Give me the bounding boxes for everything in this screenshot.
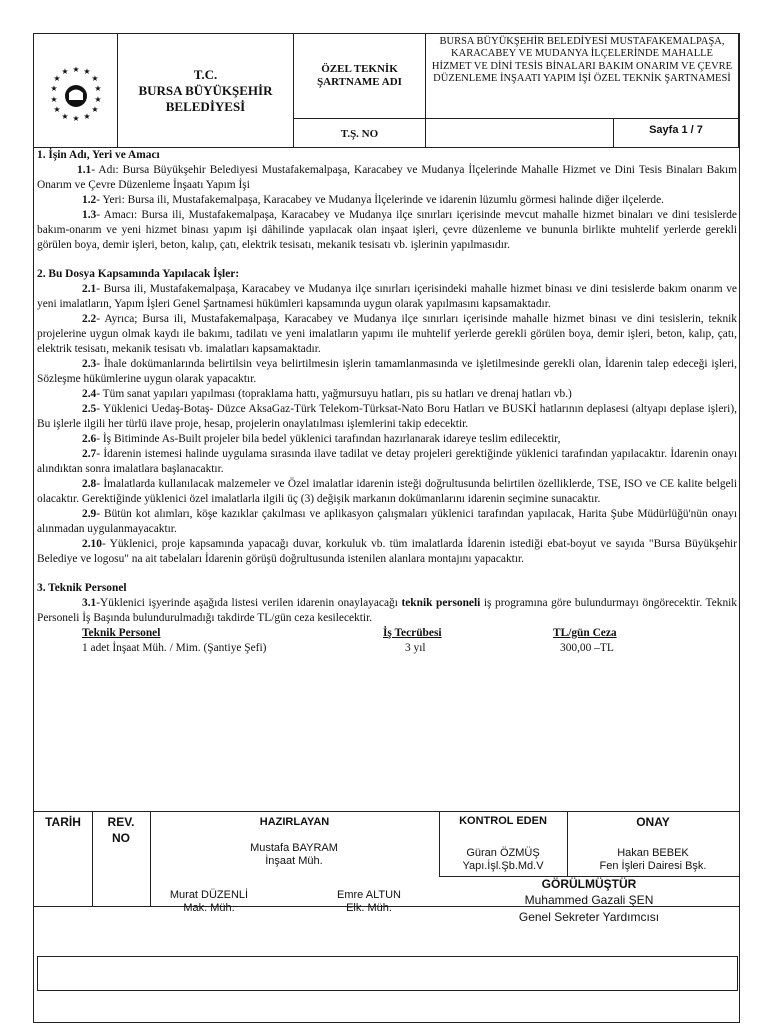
svg-text:★: ★ [50,84,58,93]
cell-experience: 3 yıl [405,642,426,654]
signature-block [34,811,739,957]
organization-title [118,34,294,148]
section-2-item [37,477,737,507]
preparer-3-title: Elk. Müh. [346,902,392,914]
org-line-3: BELEDİYESİ [165,99,246,114]
paragraph-number: 2.10 [82,538,102,550]
section-2-item [37,447,737,477]
rev-header-2: NO [112,831,130,845]
paragraph-3-1 [37,596,737,626]
approver-title: Fen İşleri Dairesi Bşk. [599,860,707,872]
document-header [34,34,739,148]
svg-text:★: ★ [53,74,61,83]
preparer-2-title: Mak. Müh. [183,902,235,914]
svg-text:★: ★ [61,112,69,121]
reviewer-title: Genel Sekreter Yardımcısı [518,910,660,924]
kontrol-header: KONTROL EDEN [459,815,547,827]
paragraph-text: - Ayrıca; Bursa ili, Mustafakemalpaşa, Karacabey ve Mudanya ilçe sınırları içerisinde mahalle hizmet binası ve dini tesislerin, teknik projelerine uygun olmak kaydı ile bakımı, tadilatı ve yeni imalatların yapımı ile muhtelif yerlerde gerekli görülen boya, demir işleri, beton, kalıp, çatı, elektrik tesisatı, mekanik tesisatı vb. imalatları kapsamaktadır. [37,313,737,355]
document-body [37,148,737,660]
col-header-penalty: TL/gün Ceza [553,627,617,639]
cell-penalty: 300,00 –TL [560,642,614,654]
preparer-3-name: Emre ALTUN [337,889,401,901]
svg-text:★: ★ [94,84,102,93]
paragraph-number: 3.1 [82,597,97,609]
section-2-item [37,282,737,312]
onay-header: ONAY [636,815,670,829]
section-2-item [37,432,737,447]
paragraph-text: -Yüklenici işyerinde aşağıda listesi verilen idarenin onaylayacağı [96,597,402,609]
preparer-1-title: İnşaat Müh. [265,855,323,867]
section-2-item [37,387,737,402]
paragraph-text: iş programına göre bulundurmayı öngörecektir. Teknik Personeli İş Başında bulundurulmadığı takdirde TL/gün ceza kesilecektir. [37,597,737,624]
svg-text:★: ★ [72,114,80,123]
section-2-item [37,537,737,567]
org-line-2: BURSA BÜYÜKŞEHİR [138,83,273,98]
svg-text:★: ★ [91,105,99,114]
rev-header-1: REV. [107,815,135,829]
section-3-heading: 3. Teknik Personel [37,582,127,594]
paragraph-1-3 [37,208,737,253]
paragraph-number: 2.5 [82,403,97,415]
cell-personnel: 1 adet İnşaat Müh. / Mim. (Şantiye Şefi) [82,642,267,654]
paragraph-text: - İhale dokümanlarında belirtilsin veya belirtilmesin işlerin tamamlanmasında ve işletilmesinde gerekli olan, İdarenin talep edeceği işleri, Sözleşme hükümlerine uygun olarak yapacaktır. [37,358,737,385]
org-line-1: T.C. [193,67,218,82]
paragraph-number: 2.8 [82,478,97,490]
spacer [37,567,737,581]
tsno-value [426,119,614,148]
paragraph-number: 2.4 [82,388,97,400]
spec-name-label: ÖZEL TEKNİK ŞARTNAME ADI [294,34,426,119]
paragraph-text: - Bursa ili, Mustafakemalpaşa, Karacabey ve Mudanya ilçe sınırları içerisindeki mahalle hizmet binası ve dini tesislerde bakım onarım ve yeni imalatların, Yapım İşleri Genel Şartnamesi hükümleri kapsamında uygun olarak yapılmasını kapsamaktadır. [37,283,737,310]
paragraph-text: - İş Bitiminde As-Built projeler bila bedel yüklenici tarafından hazırlanarak idareye teslim edilecektir, [96,433,561,445]
notes-box [37,956,738,991]
section-2-item [37,507,737,537]
paragraph-number: 2.2 [82,313,97,325]
paragraph-number: 2.6 [82,433,97,445]
section-2-item [37,357,737,387]
svg-text:★: ★ [61,67,69,76]
logo-cell [34,34,118,148]
gorulmustur-header: GÖRÜLMÜŞTÜR [541,877,637,891]
municipality-logo [34,34,118,148]
preparer-2-name: Murat DÜZENLİ [169,889,249,901]
section-2-item [37,402,737,432]
paragraph-number: 2.7 [82,448,97,460]
paragraph-number: 1.1 [77,164,92,176]
section-2-heading: 2. Bu Dosya Kapsamında Yapılacak İşler: [37,268,240,280]
paragraph-number: 1.2 [82,194,97,206]
col-header-experience: İş Tecrübesi [383,627,442,639]
paragraph-number: 1.3 [82,209,97,221]
divider [34,811,739,812]
paragraph-number: 2.1 [82,283,97,295]
svg-text:★: ★ [72,65,80,74]
paragraph-text: - Yüklenici, proje kapsamında yapacağı duvar, korkuluk vb. tüm imalatlarda İdarenin istediği ebat-boyut ve sayıda "Bursa Büyükşehir Belediye ve logosu" na ait tabelaları İdarenin görüşü doğrultusunda istenilen alanlara montajını yapacaktır. [37,538,737,565]
spacer [37,253,737,267]
section-2-item [37,312,737,357]
reviewer-name: Muhammed Gazali ŞEN [524,893,654,907]
svg-text:★: ★ [83,112,91,121]
controller-title: Yapı.İşl.Şb.Md.V [462,860,544,872]
hazirlayan-header: HAZIRLAYAN [259,816,330,828]
paragraph-bold-text: teknik personeli [401,597,481,609]
svg-text:★: ★ [50,95,58,104]
svg-text:★: ★ [94,95,102,104]
paragraph-1-2 [37,193,737,208]
paragraph-text: - İdarenin istemesi halinde uygulama sırasında ilave tadilat ve detay projeleri gerektiğinde yüklenici tarafından yapılacaktır. İdarenin onayı alındıktan sonra imalatlara başlanacaktır. [37,448,737,475]
paragraph-number: 2.9 [82,508,97,520]
svg-text:★: ★ [83,67,91,76]
spec-name: BURSA BÜYÜKŞEHİR BELEDİYESİ MUSTAFAKEMALPAŞA, KARACABEY VE MUDANYA İLÇELERİNDE MAHALLE HİZMET VE DİNİ TESİS BİNALARI BAKIM ONARIM VE ÇEVRE DÜZENLEME İNŞAATI YAPIM İŞİ ÖZEL TEKNİK ŞARTNAMESİ [426,34,739,119]
controller-name: Güran ÖZMÜŞ [466,847,540,859]
col-header-personnel: Teknik Personel [82,627,161,639]
paragraph-text: - Adı: Bursa Büyükşehir Belediyesi Mustafakemalpaşa, Karacabey ve Mudanya İlçelerinde Mahalle Hizmet ve Dini Tesis Binaları Bakım Onarım ve Çevre Düzenleme İnşaatı Yapım İşi [37,164,737,191]
document-page [33,33,740,1023]
paragraph-1-1 [37,163,737,193]
section-1-heading: 1. İşin Adı, Yeri ve Amacı [37,149,160,161]
paragraph-text: - Tüm sanat yapıları yapılması (topraklama hattı, yağmursuyu hatları, pis su hatları ve drenaj hatları vb.) [96,388,572,400]
svg-text:★: ★ [53,105,61,114]
tsno-label: T.Ş. NO [294,119,426,148]
paragraph-text: - İmalatlarda kullanılacak malzemeler ve Özel imalatlar idarenin isteği doğrultusunda belirtilen özelliklerde, TSE, ISO ve CE kalite belgeli olacaktır. Gerektiğinde yüklenici özel imalatlarla ilgili üç (3) değişik markanın dokümanlarını idarenin seçimine sunacaktır. [37,478,737,505]
paragraph-text: - Yüklenici Uedaş-Botaş- Düzce AksaGaz-Türk Telekom-Türksat-Nato Boru Hatları ve BUSKİ hatlarının deplasesi (altyapı deplase işleri), Bu işlerle ilgili her türlü ilave proje, hesap, projelerin onaylatılması işlemlerini takip edecektir. [37,403,737,430]
paragraph-text: - Yeri: Bursa ili, Mustafakemalpaşa, Karacabey ve Mudanya İlçelerinde ve idarenin lüzumlu görmesi halinde diğer ilçelerde. [96,194,664,206]
svg-text:★: ★ [91,74,99,83]
preparer-1-name: Mustafa BAYRAM [250,842,338,854]
personnel-table [37,626,737,660]
tarih-header: TARİH [45,815,81,829]
page-number: Sayfa 1 / 7 [614,119,739,148]
approver-name: Hakan BEBEK [617,847,689,859]
section-2-list [37,282,737,567]
paragraph-text: - Bütün kot alımları, köşe kazıklar çakılması ve aplikasyon çalışmaları yüklenici tarafından yapılacak, Harita Şube Müdürlüğü'nün onayı alınmadan uygulanmayacaktır. [37,508,737,535]
paragraph-text: - Amacı: Bursa ili, Mustafakemalpaşa, Karacabey ve Mudanya ilçe sınırları içerisinde mevcut mahalle hizmet binaları ve dini tesislerde bakım-onarım ve yeni hizmet binası yapım işi dâhilinde yapılacak olan inşaat işleri, çevre düzenleme ve bununla birlikte muhtelif yerlerde gerekli görülen boya, demir işleri, beton, kalıp, çatı, elektrik tesisatı, mekanik tesisatı vb. işlerinin yapılmasıdır. [37,209,737,251]
paragraph-number: 2.3 [82,358,97,370]
